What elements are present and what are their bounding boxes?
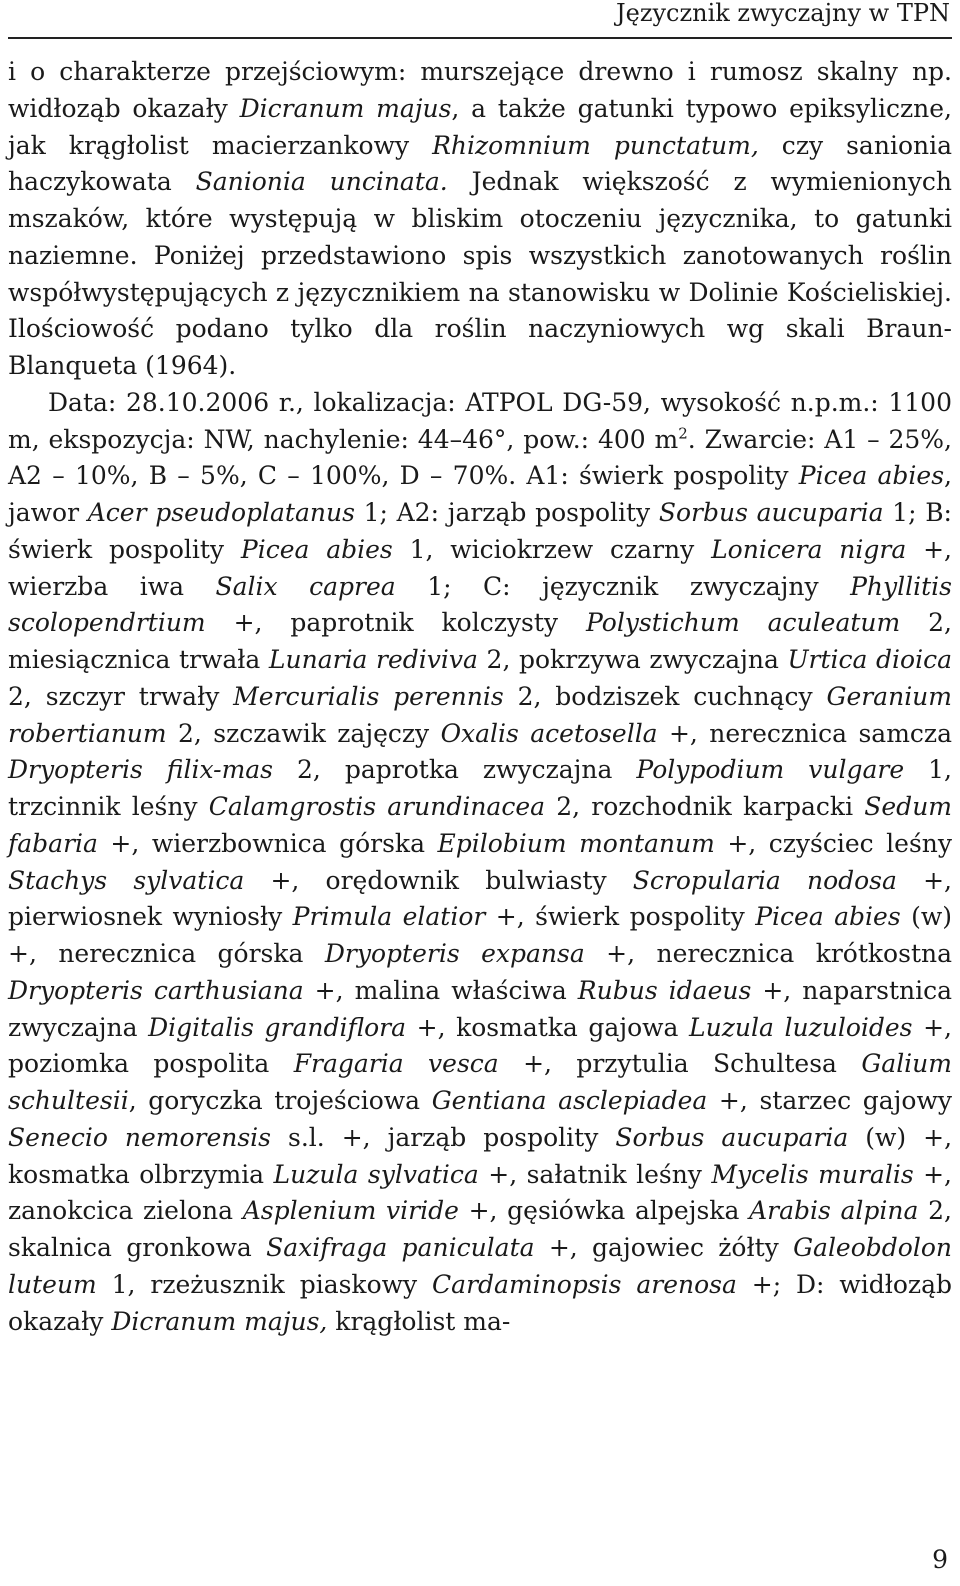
species-name: Epilobium montanum <box>437 828 715 858</box>
text-run: , goryczka trojeściowa <box>128 1086 432 1115</box>
text-run: Jednak większość z wymienionych mszaków, które występują w bliskim otoczeniu języcznika, to gatunki naziemne. Poniżej przedstawiono spis wszystkich zanotowanych roślin współwystępujących z języcznikiem na stanowisku w Dolinie Kościeliskiej. Ilościowość podano tylko dla roślin naczyniowych wg skali Braun-Blanqueta (1964). <box>8 167 952 380</box>
text-run: 1, trzcinnik leśny <box>8 755 952 821</box>
text-run: +, sałatnik leśny <box>478 1159 712 1189</box>
text-run: +, nerecznica krótkostna <box>584 939 952 968</box>
species-name: Luzula sylvatica <box>273 1159 479 1189</box>
species-name: Dryopteris expansa <box>324 939 585 968</box>
species-name: Cardaminopsis arenosa <box>432 1269 737 1299</box>
text-run: +, zanokcica zielona <box>8 1159 952 1226</box>
species-name: Dicranum majus <box>239 93 452 123</box>
text-run: +, naparstnica zwyczajna <box>8 975 952 1042</box>
species-name: Digitalis grandiflora <box>148 1012 407 1042</box>
text-run: +, malina właściwa <box>303 975 578 1005</box>
species-name: Stachys sylvatica <box>8 865 245 895</box>
text-run: +, kosmatka gajowa <box>406 1012 690 1042</box>
species-name: Senecio nemorensis <box>8 1122 272 1152</box>
species-name: Picea abies <box>240 534 393 564</box>
species-name: Dryopteris filix-mas <box>8 755 274 785</box>
text-run: 2, pokrzywa zwyczajna <box>477 645 788 674</box>
species-name: Asplenium viride <box>242 1196 459 1226</box>
text-run: 1, wiciokrzew czarny <box>392 534 712 564</box>
text-run: +, gęsiówka alpejska <box>458 1196 750 1226</box>
species-name: Geranium robertianum <box>8 681 952 748</box>
species-name: Sanionia uncinata. <box>195 167 448 197</box>
species-name: Galeobdolon luteum <box>8 1233 952 1299</box>
species-name: Dicranum majus, <box>111 1306 328 1336</box>
text-run: +, paprotnik kolczysty <box>205 608 586 638</box>
species-name: Rubus idaeus <box>577 975 752 1005</box>
species-name: Phyllitis scolopendrtium <box>8 571 952 638</box>
species-name: Picea abies <box>755 902 901 932</box>
text-run: 2, szczawik zajęczy <box>166 718 441 748</box>
text-run: +, poziomka pospolita <box>8 1012 952 1079</box>
species-name: Primula elatior <box>292 902 486 932</box>
text-run: Data: 28.10.2006 r., lokalizacja: ATPOL DG-59, wysokość n.p.m.: 1100 m, ekspozycja: NW, nachylenie: 44–46°, pow.: 400 m <box>8 387 952 454</box>
text-run: , jawor <box>8 461 952 527</box>
text-run: +, czyściec leśny <box>714 828 952 858</box>
species-name: Salix caprea <box>215 571 396 601</box>
text-run: +, starzec gajowy <box>707 1086 953 1115</box>
species-name: Mercurialis perennis <box>233 681 504 711</box>
text-run: i o charakterze przejściowym: murszejące drewno i rumosz skalny np. widłoząb okazały <box>8 57 952 123</box>
body-text <box>8 54 952 1340</box>
paragraph-p2 <box>8 385 952 1341</box>
species-name: Saxifraga paniculata <box>266 1233 535 1262</box>
paragraph-p1 <box>8 54 952 385</box>
text-run: +, wierzba iwa <box>8 534 952 601</box>
species-name: Galium schultesii <box>8 1049 952 1115</box>
species-name: Urtica dioica <box>787 645 952 674</box>
species-name: Polystichum aculeatum <box>585 608 901 638</box>
page-number: 9 <box>932 1545 948 1574</box>
superscript: 2 <box>678 424 688 443</box>
species-name: Sorbus aucuparia <box>658 498 884 527</box>
text-run: 2, skalnica gronkowa <box>8 1196 952 1262</box>
text-run: +, gajowiec żółty <box>534 1233 794 1262</box>
species-name: Sorbus aucuparia <box>615 1122 849 1152</box>
text-run: +, świerk pospolity <box>485 902 756 932</box>
species-name: Arabis alpina <box>749 1196 919 1226</box>
text-run: 2, rozchodnik karpacki <box>545 792 865 821</box>
text-run: 1; C: języcznik zwyczajny <box>395 571 851 601</box>
page-header <box>0 0 960 40</box>
text-run: s.l. +, jarząb pospolity <box>271 1122 616 1152</box>
text-run: 2, paprotka zwyczajna <box>273 755 637 785</box>
text-run: 1, rzeżusznik piaskowy <box>96 1269 433 1299</box>
text-run: +, przytulia Schultesa <box>498 1049 862 1079</box>
species-name: Lonicera nigra <box>711 534 907 564</box>
text-run: +, nerecznica samcza <box>657 718 952 748</box>
species-name: Lunaria rediviva <box>268 645 478 674</box>
text-run: , a także gatunki typowo epiksyliczne, jak krągłolist macierzankowy <box>8 93 952 160</box>
text-run: (w) +, kosmatka olbrzymia <box>8 1122 953 1189</box>
text-run: +, pierwiosnek wyniosły <box>8 865 953 932</box>
text-run: 2, bodziszek cuchnący <box>503 681 827 711</box>
text-run: czy sanionia haczykowata <box>8 130 952 197</box>
species-name: Gentiana asclepiadea <box>431 1086 708 1115</box>
text-run: 2, miesiącznica trwała <box>8 608 952 674</box>
text-run: (w) +, nerecznica górska <box>8 902 953 968</box>
text-run: +; D: widłoząb okazały <box>8 1269 952 1336</box>
species-name: Oxalis acetosella <box>440 718 658 748</box>
text-run: 2, szczyr trwały <box>8 681 234 711</box>
text-run: +, wierzbownica górska <box>97 828 438 858</box>
text-run: 1; A2: jarząb pospolity <box>354 498 659 527</box>
species-name: Scropularia nodosa <box>632 865 897 895</box>
species-name: Acer pseudoplatanus <box>87 498 355 527</box>
species-name: Rhizomnium punctatum, <box>432 130 759 160</box>
species-name: Sedum fabaria <box>8 792 952 858</box>
species-name: Polypodium vulgare <box>636 755 905 785</box>
species-name: Fragaria vesca <box>293 1049 499 1079</box>
species-name: Calamgrostis arundinacea <box>208 792 546 821</box>
species-name: Picea abies <box>798 461 945 491</box>
text-run: +, orędownik bulwiasty <box>244 865 633 895</box>
species-name: Mycelis muralis <box>711 1159 914 1189</box>
text-run: 1; B: świerk pospolity <box>8 498 952 564</box>
species-name: Luzula luzuloides <box>689 1012 913 1042</box>
running-title: Języcznik zwyczajny w TPN <box>616 0 950 27</box>
text-run: . Zwarcie: A1 – 25%, A2 – 10%, B – 5%, C – 100%, D – 70%. A1: świerk pospolity <box>8 424 952 491</box>
text-run: krągłolist ma- <box>327 1306 511 1336</box>
header-rule <box>8 37 952 39</box>
species-name: Dryopteris carthusiana <box>8 975 304 1005</box>
